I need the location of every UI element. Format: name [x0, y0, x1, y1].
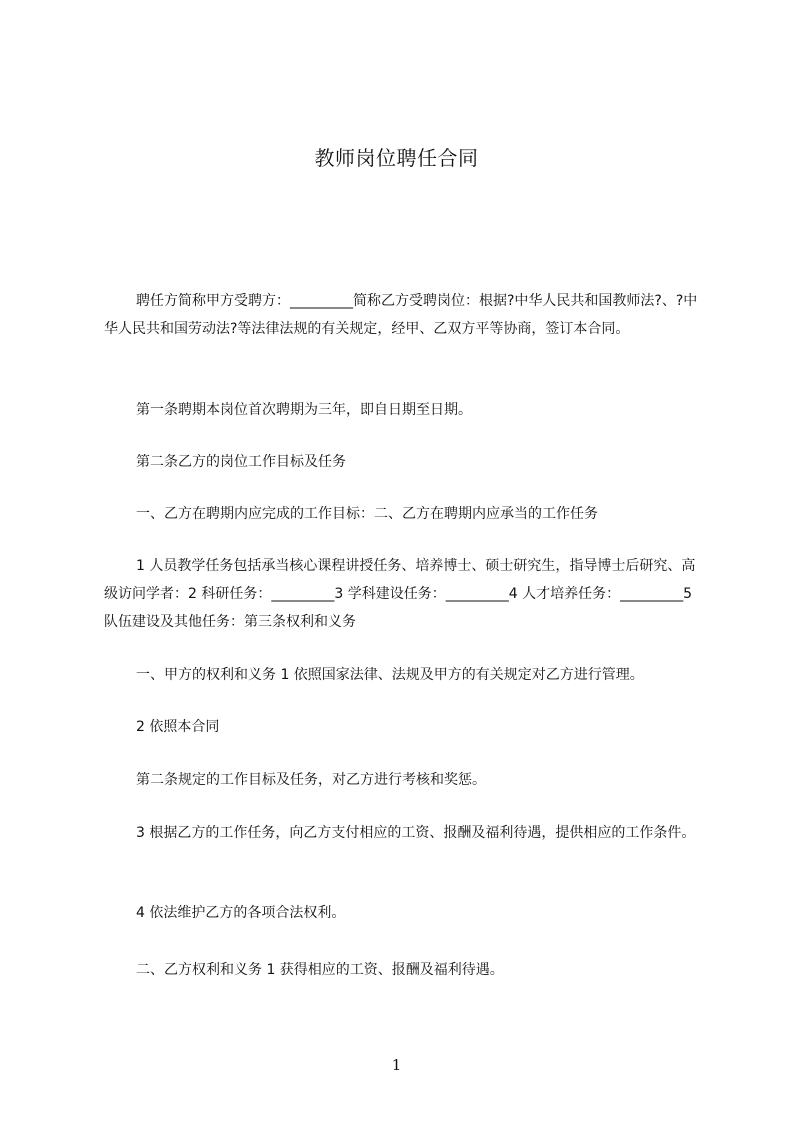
- paragraph-party-a-rights: 一、甲方的权利和义务 1 依照国家法律、法规及甲方的有关规定对乙方进行管理。: [136, 667, 644, 683]
- paragraph-assessment: 第二条规定的工作目标及任务，对乙方进行考核和奖惩。: [136, 772, 486, 788]
- paragraph-article-2-heading: 第二条乙方的岗位工作目标及任务: [136, 454, 346, 470]
- paragraph-article-1: 第一条聘期本岗位首次聘期为三年，即自日期至日期。: [136, 402, 472, 418]
- paragraph-preamble: 聘任方简称甲方受聘方：_________简称乙方受聘岗位：根据?中华人民共和国教师法?、?中华人民共和国劳动法?等法律法规的有关规定，经甲、乙双方平等协商，签订本合同。: [104, 293, 698, 337]
- paragraph-legal-rights: 4 依法维护乙方的各项合法权利。: [136, 905, 346, 921]
- paragraph-work-tasks: 1 人员教学任务包括承当核心课程讲授任务、培养博士、硕士研究生，指导博士后研究、高级访问学者：2 科研任务：_________3 学科建设任务：_________4 人才培养任务：_________5 队伍建设及其他任务：第三条权利和义务: [104, 558, 696, 630]
- paragraph-contract-ref: 2 依照本合同: [136, 719, 220, 735]
- paragraph-party-b-rights: 二、乙方权利和义务 1 获得相应的工资、报酬及福利待遇。: [136, 962, 504, 978]
- document-title: 教师岗位聘任合同: [314, 146, 479, 170]
- paragraph-work-goals: 一、乙方在聘期内应完成的工作目标：二、乙方在聘期内应承当的工作任务: [136, 506, 598, 522]
- page-number: 1: [391, 1056, 402, 1074]
- paragraph-salary: 3 根据乙方的工作任务，向乙方支付相应的工资、报酬及福利待遇，提供相应的工作条件。: [136, 825, 696, 841]
